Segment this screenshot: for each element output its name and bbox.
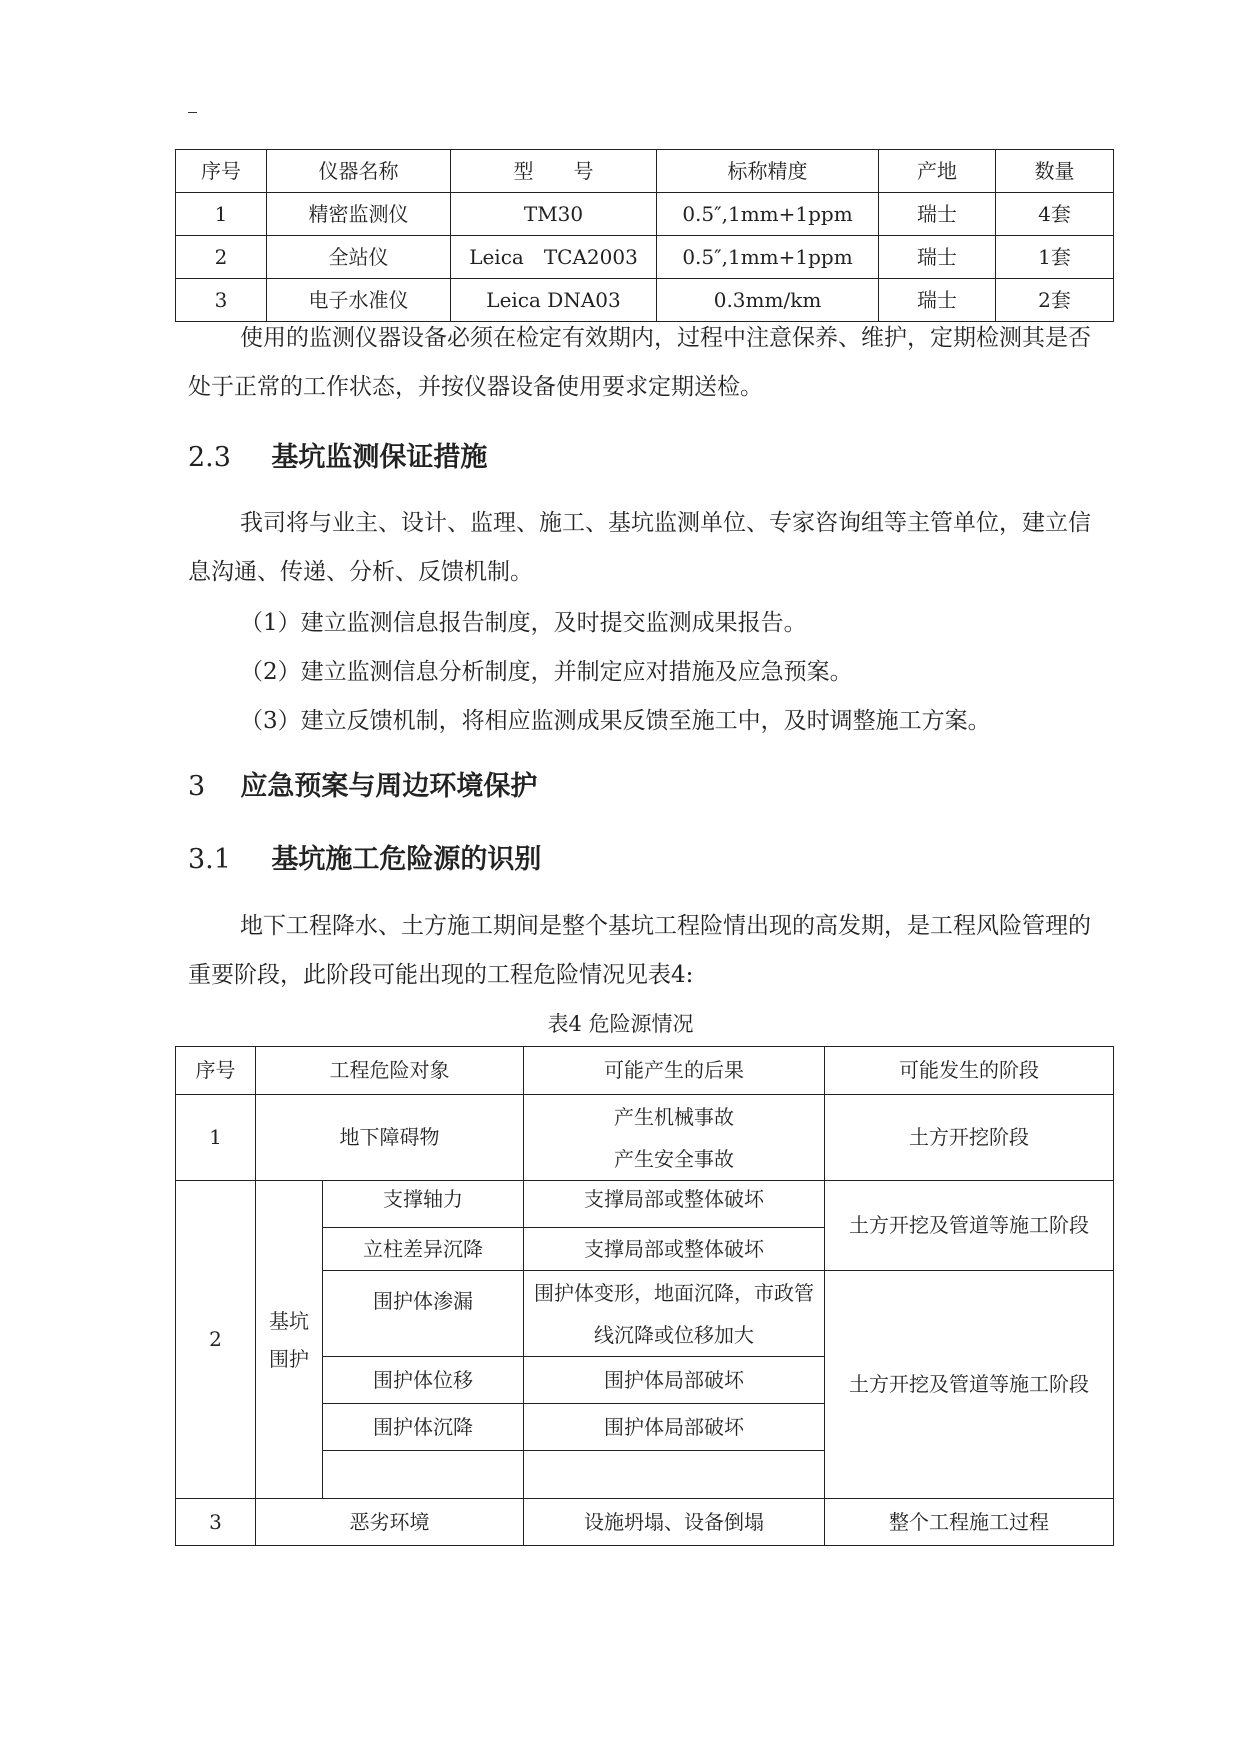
header-cell: 可能产生的后果	[524, 1047, 825, 1095]
paragraph-instrument-maintenance: 使用的监测仪器设备必须在检定有效期内，过程中注意保养、维护，定期检测其是否处于正常的工作状态，并按仪器设备使用要求定期送检。	[188, 325, 1091, 400]
table-cell: 围护体位移	[323, 1357, 524, 1404]
table-cell: 土方开挖阶段	[825, 1095, 1114, 1181]
table-cell: 2	[176, 236, 267, 279]
header-mark	[188, 112, 197, 113]
heading-number: 3.1	[188, 844, 231, 875]
table-row	[176, 1499, 1114, 1546]
heading-text: 基坑施工危险源的识别	[271, 844, 542, 875]
header-cell: 工程危险对象	[256, 1047, 524, 1095]
result-text: 围护体变形，地面沉降，市政管线沉降或位移加大	[534, 1280, 814, 1347]
paragraph-risk-period: 地下工程降水、土方施工期间是整个基坑工程险情出现的高发期，是工程风险管理的重要阶段，此阶段可能出现的工程危险情况见表4:	[188, 913, 1091, 988]
header-cell: 数量	[996, 150, 1114, 193]
table-cell: TM30	[451, 193, 657, 236]
table-cell: 恶劣环境	[256, 1499, 524, 1546]
section-heading-3-1	[188, 837, 541, 876]
table-cell: 瑞士	[879, 236, 996, 279]
list-item: （2）建立监测信息分析制度，并制定应对措施及应急预案。	[240, 659, 853, 685]
table-cell	[524, 1095, 825, 1181]
table-cell: 1	[176, 1095, 256, 1181]
list-item: （1）建立监测信息报告制度，及时提交监测成果报告。	[240, 610, 807, 636]
table-row	[176, 1095, 1114, 1181]
hazard-table	[175, 1046, 1114, 1546]
table-cell: 土方开挖及管道等施工阶段	[825, 1181, 1114, 1271]
table-cell: 4套	[996, 193, 1114, 236]
table-cell: 整个工程施工过程	[825, 1499, 1114, 1546]
table-cell: 0.5″,1mm+1ppm	[657, 193, 879, 236]
group-label: 基坑围护	[269, 1308, 309, 1371]
table-header-row	[176, 1047, 1114, 1095]
table-cell	[256, 1181, 323, 1499]
table-cell: 土方开挖及管道等施工阶段	[825, 1271, 1114, 1499]
table-cell: 瑞士	[879, 193, 996, 236]
table-cell: 围护体渗漏	[323, 1271, 524, 1357]
section-heading-2-3	[188, 435, 487, 474]
table-header-row	[176, 150, 1114, 193]
instrument-table	[175, 149, 1114, 322]
table-row	[176, 236, 1114, 279]
table-cell: 电子水准仪	[267, 279, 451, 322]
table-cell: 立柱差异沉降	[323, 1228, 524, 1271]
table-cell: 地下障碍物	[256, 1095, 524, 1181]
table-cell: 2	[176, 1181, 256, 1499]
table-cell	[524, 1271, 825, 1357]
table-cell: Leica DNA03	[451, 279, 657, 322]
table-cell: 支撑局部或整体破坏	[524, 1181, 825, 1228]
table-cell: 围护体局部破坏	[524, 1404, 825, 1451]
result-line: 产生安全事故	[614, 1146, 734, 1171]
table-cell: 支撑局部或整体破坏	[524, 1228, 825, 1271]
header-cell: 仪器名称	[267, 150, 451, 193]
table-cell: 设施坍塌、设备倒塌	[524, 1499, 825, 1546]
table-cell: 围护体沉降	[323, 1404, 524, 1451]
table-cell: 0.5″,1mm+1ppm	[657, 236, 879, 279]
table-row	[176, 1181, 1114, 1228]
result-line: 产生机械事故	[614, 1104, 734, 1129]
table-cell: 0.3mm/km	[657, 279, 879, 322]
table-cell: 1套	[996, 236, 1114, 279]
table-cell: 3	[176, 1499, 256, 1546]
heading-number: 3	[188, 771, 206, 802]
table-cell	[323, 1451, 524, 1499]
paragraph-communication: 我司将与业主、设计、监理、施工、基坑监测单位、专家咨询组等主管单位，建立信息沟通、传递、分析、反馈机制。	[188, 510, 1091, 585]
table-row	[176, 193, 1114, 236]
table-cell: 全站仪	[267, 236, 451, 279]
table-cell: 瑞士	[879, 279, 996, 322]
table-cell: 3	[176, 279, 267, 322]
header-cell: 标称精度	[657, 150, 879, 193]
table-cell	[524, 1451, 825, 1499]
heading-text: 基坑监测保证措施	[271, 442, 488, 473]
header-cell: 可能发生的阶段	[825, 1047, 1114, 1095]
header-cell: 型 号	[451, 150, 657, 193]
table-cell: 2套	[996, 279, 1114, 322]
header-cell: 序号	[176, 1047, 256, 1095]
table-cell: 围护体局部破坏	[524, 1357, 825, 1404]
section-heading-3	[188, 764, 537, 803]
table-caption: 表4 危险源情况	[547, 1012, 694, 1036]
heading-text: 应急预案与周边环境保护	[240, 771, 538, 802]
list-item: （3）建立反馈机制，将相应监测成果反馈至施工中，及时调整施工方案。	[240, 708, 991, 734]
table-cell: 1	[176, 193, 267, 236]
table-cell: 精密监测仪	[267, 193, 451, 236]
heading-number: 2.3	[188, 442, 231, 473]
header-cell: 产地	[879, 150, 996, 193]
table-cell: 支撑轴力	[323, 1181, 524, 1228]
header-cell: 序号	[176, 150, 267, 193]
table-cell: Leica TCA2003	[451, 236, 657, 279]
